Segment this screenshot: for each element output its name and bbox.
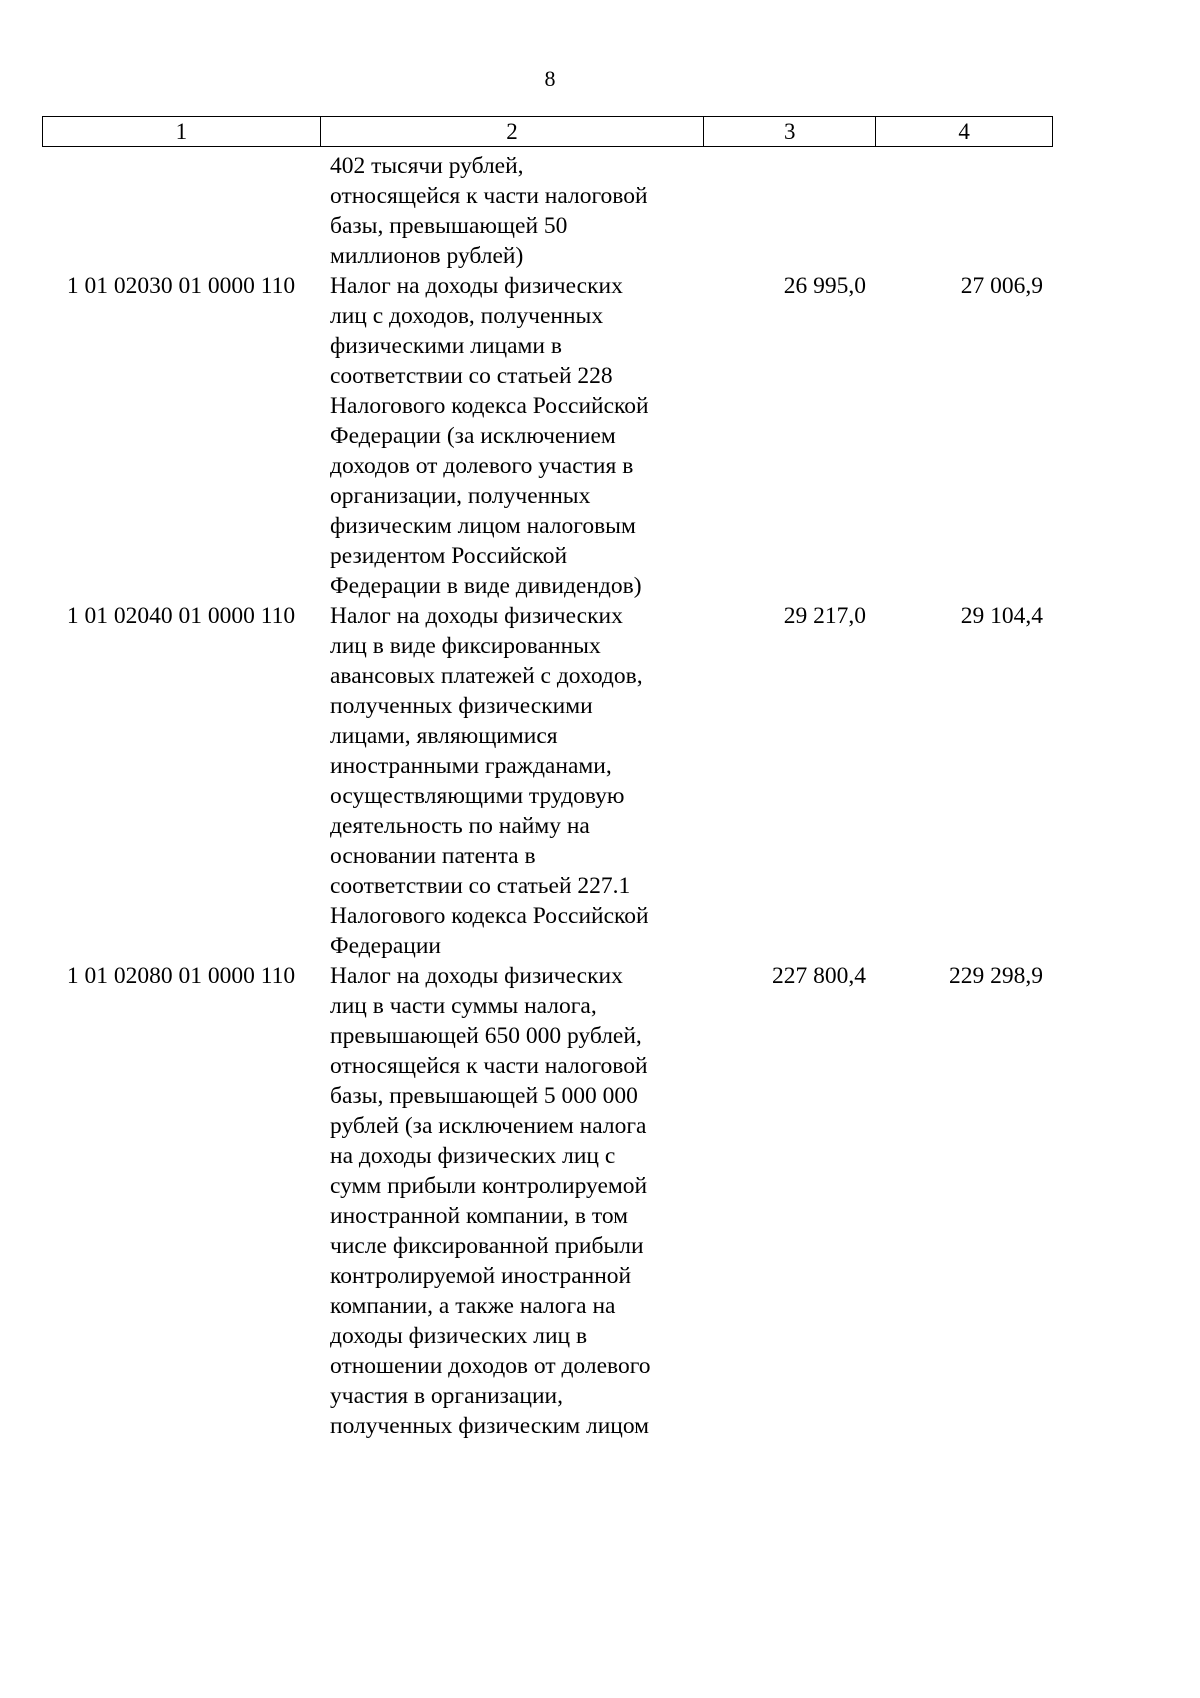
income-name-line: организации, полученных xyxy=(330,483,591,509)
income-name-line: участия в организации, xyxy=(330,1383,563,1409)
income-name-line: Налог на доходы физических xyxy=(330,963,623,989)
income-name-line: Федерации (за исключением xyxy=(330,423,616,449)
header-cell-4: 4 xyxy=(876,117,1053,146)
table-body xyxy=(42,147,1053,1441)
income-name-cell xyxy=(320,271,704,601)
amount-column-4-cell: 29 104,4 xyxy=(960,603,1043,629)
income-name-line: полученных физическими xyxy=(330,693,593,719)
header-cell-1: 1 xyxy=(43,117,321,146)
income-name-line: базы, превышающей 50 xyxy=(330,213,568,239)
income-name-line: доходы физических лиц в xyxy=(330,1323,588,1349)
income-name-line: Налог на доходы физических xyxy=(330,603,623,629)
income-name-line: превышающей 650 000 рублей, xyxy=(330,1023,642,1049)
amount-column-4-cell: 27 006,9 xyxy=(960,273,1043,299)
budget-code-cell xyxy=(42,151,320,271)
income-name-line: лиц в виде фиксированных xyxy=(330,633,601,659)
income-name-cell xyxy=(320,961,704,1441)
income-name-line: контролируемой иностранной xyxy=(330,1263,632,1289)
header-cell-3: 3 xyxy=(704,117,876,146)
budget-table xyxy=(42,116,1053,1441)
income-name-line: сумм прибыли контролируемой xyxy=(330,1173,648,1199)
income-name-line: деятельность по найму на xyxy=(330,813,590,839)
income-name-line: соответствии со статьей 228 xyxy=(330,363,613,389)
income-name-line: Федерации в виде дивидендов) xyxy=(330,573,642,599)
page-number: 8 xyxy=(544,66,556,91)
amount-column-4-cell: 229 298,9 xyxy=(949,963,1043,989)
income-name-line: компании, а также налога на xyxy=(330,1293,616,1319)
budget-code-cell: 1 01 02080 01 0000 110 xyxy=(66,963,296,989)
header-cell-2: 2 xyxy=(321,117,705,146)
amount-column-4-cell xyxy=(876,151,1053,271)
budget-code-cell: 1 01 02040 01 0000 110 xyxy=(66,603,296,629)
income-name-cell xyxy=(320,601,704,961)
income-name-line: на доходы физических лиц с xyxy=(330,1143,616,1169)
income-name-line: физическим лицом налоговым xyxy=(330,513,636,539)
income-name-line: лиц в части суммы налога, xyxy=(330,993,597,1019)
income-name-line: отношении доходов от долевого xyxy=(330,1353,651,1379)
income-name-line: доходов от долевого участия в xyxy=(330,453,634,479)
income-name-line: полученных физическим лицом xyxy=(330,1413,650,1439)
income-name-line: физическими лицами в xyxy=(330,333,562,359)
income-name-line: лицами, являющимися xyxy=(330,723,558,749)
income-name-line: числе фиксированной прибыли xyxy=(330,1233,644,1259)
income-name-line: авансовых платежей с доходов, xyxy=(330,663,643,689)
table-row xyxy=(42,151,1053,271)
table-header-row xyxy=(42,116,1053,147)
income-name-line: Федерации xyxy=(330,933,441,959)
amount-column-3-cell: 227 800,4 xyxy=(772,963,866,989)
income-name-line: соответствии со статьей 227.1 xyxy=(330,873,631,899)
income-name-line: относящейся к части налоговой xyxy=(330,183,648,209)
income-name-line: иностранными гражданами, xyxy=(330,753,612,779)
table-row xyxy=(42,601,1053,961)
income-name-line: основании патента в xyxy=(330,843,536,869)
income-name-line: Налогового кодекса Российской xyxy=(330,903,649,929)
income-name-line: иностранной компании, в том xyxy=(330,1203,628,1229)
table-row xyxy=(42,961,1053,1441)
budget-code-cell: 1 01 02030 01 0000 110 xyxy=(66,273,296,299)
table-row xyxy=(42,271,1053,601)
income-name-cell xyxy=(320,151,704,271)
income-name-line: резидентом Российской xyxy=(330,543,568,569)
income-name-line: базы, превышающей 5 000 000 xyxy=(330,1083,638,1109)
income-name-line: осуществляющими трудовую xyxy=(330,783,625,809)
income-name-line: рублей (за исключением налога xyxy=(330,1113,647,1139)
income-name-line: относящейся к части налоговой xyxy=(330,1053,648,1079)
income-name-line: 402 тысячи рублей, xyxy=(330,153,524,179)
amount-column-3-cell: 26 995,0 xyxy=(783,273,866,299)
income-name-line: Налог на доходы физических xyxy=(330,273,623,299)
income-name-line: Налогового кодекса Российской xyxy=(330,393,649,419)
income-name-line: миллионов рублей) xyxy=(330,243,524,269)
amount-column-3-cell: 29 217,0 xyxy=(783,603,866,629)
income-name-line: лиц с доходов, полученных xyxy=(330,303,604,329)
amount-column-3-cell xyxy=(704,151,876,271)
